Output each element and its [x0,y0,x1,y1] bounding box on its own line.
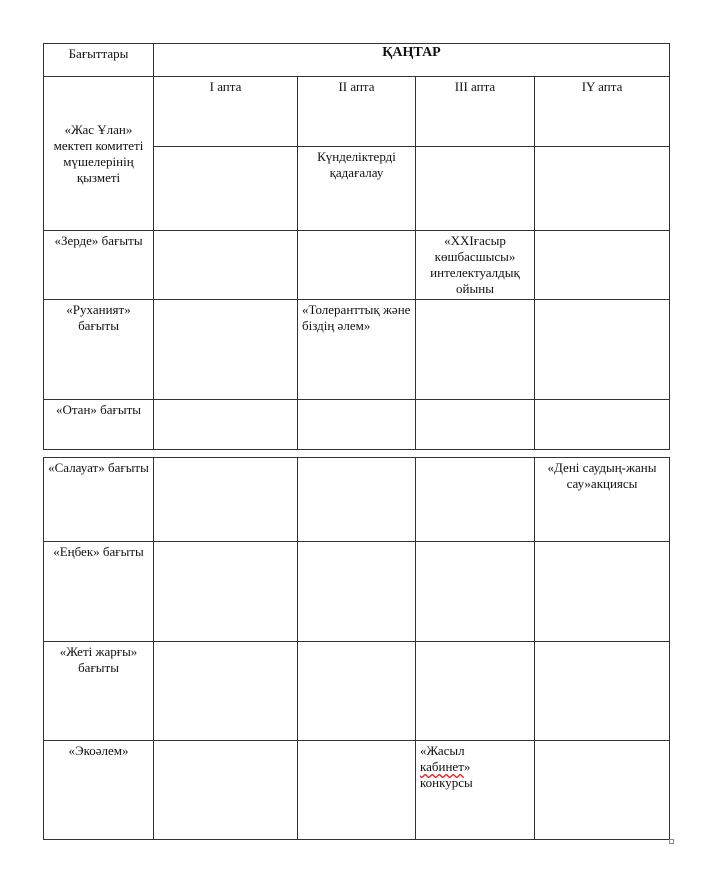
cell-ekoalem-w2 [298,741,416,840]
cell-zerde-w4 [535,231,670,300]
cell-salauat-w4: «Дені саудың-жаны сау»акциясы [535,458,670,542]
cell-zheti-zhargy-w2 [298,642,416,741]
cell-enbek-w2 [298,542,416,642]
spellcheck-word: кабинет [420,759,464,774]
cell-zheti-zhargy-w4 [535,642,670,741]
row-label-otan: «Отан» бағыты [44,400,154,450]
ekoalem-w3-line3: конкурсы [420,775,473,790]
cell-salauat-w1 [154,458,298,542]
cell-ekoalem-w3 [416,741,535,840]
ekoalem-w3-quote: » [463,759,471,774]
plan-table-bottom [43,457,670,840]
cell-otan-w2 [298,400,416,450]
cell-zhas-ulan-w1 [154,147,298,231]
cell-zerde-w2 [298,231,416,300]
cell-zerde-w3: «XXIғасыр көшбасшысы» интелектуалдық ойыны [416,231,535,300]
cell-otan-w1 [154,400,298,450]
ekoalem-w3-line1: «Жасыл [420,743,465,758]
cell-rukhaniyat-w2: «Толеранттық және біздің әлем» [298,300,416,400]
cell-enbek-w4 [535,542,670,642]
cell-salauat-w3 [416,458,535,542]
cell-zhas-ulan-w3 [416,147,535,231]
cell-rukhaniyat-w3 [416,300,535,400]
plan-table-top [43,43,670,450]
cell-zhas-ulan-w4 [535,147,670,231]
cell-zerde-w1 [154,231,298,300]
row-label-zhas-ulan: «Жас Ұлан» мектеп комитеті мүшелерінің қызметі [44,77,154,231]
table-resize-handle[interactable] [669,839,674,844]
row-label-enbek: «Еңбек» бағыты [44,542,154,642]
week-4-header: IY апта [535,77,670,147]
cell-rukhaniyat-w4 [535,300,670,400]
directions-header: Бағыттары [44,44,154,77]
week-2-header: II апта [298,77,416,147]
month-header: ҚАҢТАР [154,44,670,77]
cell-otan-w3 [416,400,535,450]
cell-zheti-zhargy-w3 [416,642,535,741]
cell-ekoalem-w4 [535,741,670,840]
row-label-rukhaniyat: «Руханият» бағыты [44,300,154,400]
row-label-zheti-zhargy: «Жеті жарғы» бағыты [44,642,154,741]
row-label-salauat: «Салауат» бағыты [44,458,154,542]
ekoalem-w3-line2 [420,759,530,775]
week-1-header: I апта [154,77,298,147]
cell-zheti-zhargy-w1 [154,642,298,741]
cell-salauat-w2 [298,458,416,542]
cell-enbek-w1 [154,542,298,642]
cell-zhas-ulan-w2: Күнделіктерді қадағалау [298,147,416,231]
week-3-header: III апта [416,77,535,147]
row-label-zerde: «Зерде» бағыты [44,231,154,300]
row-label-ekoalem: «Экоәлем» [44,741,154,840]
cell-otan-w4 [535,400,670,450]
cell-ekoalem-w1 [154,741,298,840]
cell-enbek-w3 [416,542,535,642]
cell-rukhaniyat-w1 [154,300,298,400]
